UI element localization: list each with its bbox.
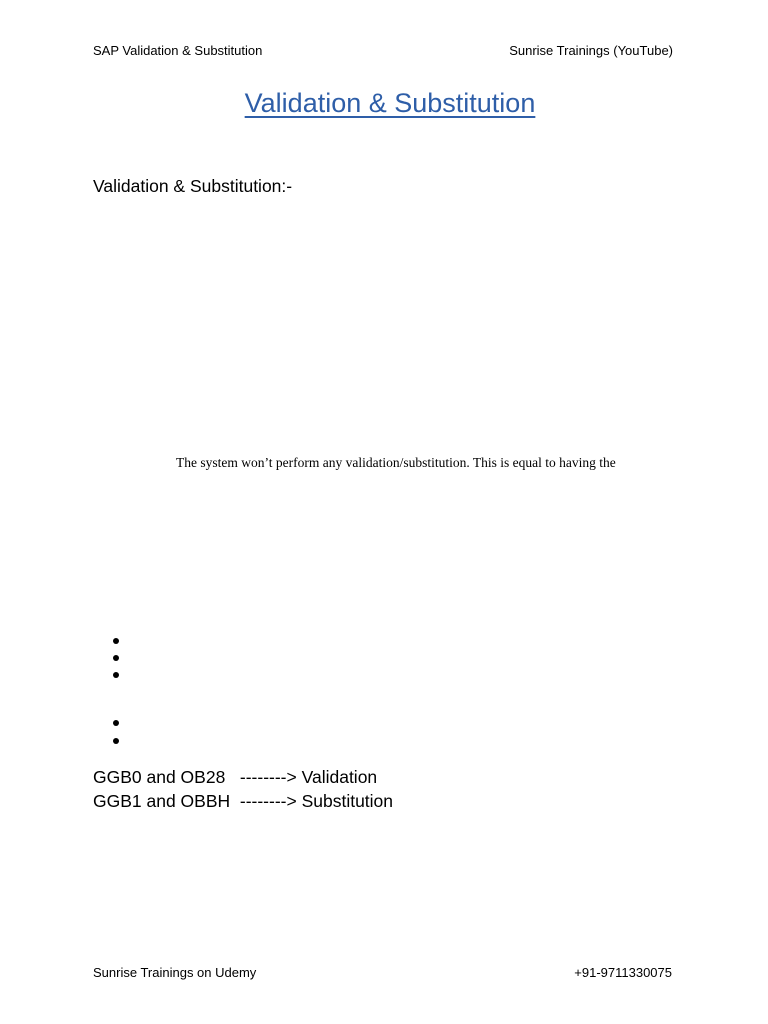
bullet-icon (113, 738, 119, 744)
header-right-text: Sunrise Trainings (YouTube) (509, 43, 673, 58)
body-text-line: The system won’t perform any validation/substitution. This is equal to having the (176, 455, 616, 470)
bullet-icon (113, 638, 119, 644)
section-heading: Validation & Substitution:- (93, 176, 293, 196)
bullet-icon (113, 672, 119, 678)
page-title: Validation & Substitution (244, 88, 536, 118)
footer-right-text: +91-9711330075 (574, 965, 672, 980)
bullet-icon (113, 720, 119, 726)
footer-left-text: Sunrise Trainings on Udemy (93, 965, 257, 980)
tcode-validation-line: GGB0 and OB28 --------> Validation (93, 767, 378, 787)
header-left-text: SAP Validation & Substitution (93, 43, 263, 58)
tcode-substitution-line: GGB1 and OBBH --------> Substitution (93, 791, 394, 811)
bullet-icon (113, 655, 119, 661)
